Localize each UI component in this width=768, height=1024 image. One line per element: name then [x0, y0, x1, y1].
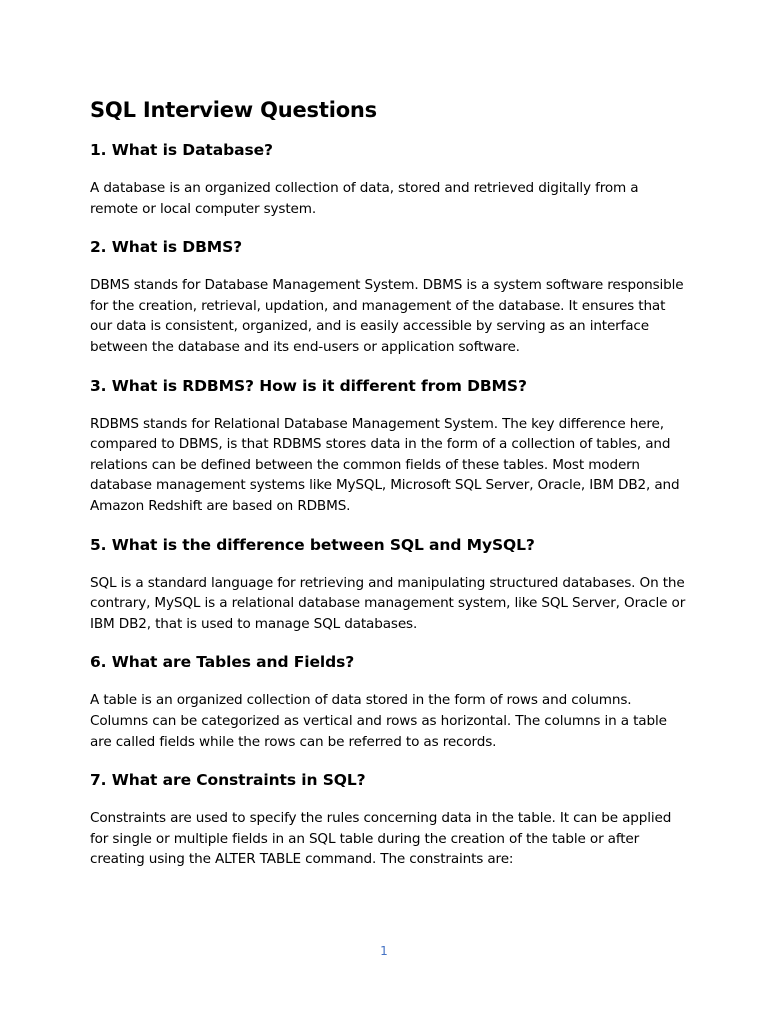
question-heading-1: 1. What is Database?: [90, 141, 273, 159]
answer-paragraph-6: A table is an organized collection of data stored in the form of rows and columns. Columns can be categorized as vertical and rows as horizontal. The columns in a table are called fields while the rows can be referred to as records.: [90, 692, 667, 750]
document-title: SQL Interview Questions: [90, 98, 377, 122]
question-heading-3: 3. What is RDBMS? How is it different from DBMS?: [90, 376, 527, 395]
question-heading-2: 2. What is DBMS?: [90, 238, 243, 257]
answer-paragraph-5: SQL is a standard language for retrieving and manipulating structured databases. On the contrary, MySQL is a relational database management system, like SQL Server, Oracle or IBM DB2, that is used to manage SQL databases.: [90, 574, 686, 632]
document-content: [90, 96, 690, 888]
question-heading-5: 5. What is the difference between SQL and MySQL?: [90, 535, 535, 554]
answer-paragraph-7: Constraints are used to specify the rules concerning data in the table. It can be applied for single or multiple fields in an SQL table during the creation of the table or after creating using the ALTER TABLE command. The constraints are:: [90, 810, 672, 868]
answer-paragraph-3: RDBMS stands for Relational Database Management System. The key difference here, compared to DBMS, is that RDBMS stores data in the form of a collection of tables, and relations can be defined between the common fields of these tables. Most modern database management systems like MySQL, Microsoft SQL Server, Oracle, IBM DB2, and Amazon Redshift are based on RDBMS.: [90, 415, 680, 514]
answer-paragraph-2: DBMS stands for Database Management System. DBMS is a system software responsible for the creation, retrieval, updation, and management of the database. It ensures that our data is consistent, organized, and is easily accessible by serving as an interface between the database and its end-users or application software.: [90, 277, 684, 355]
answer-paragraph-1: A database is an organized collection of data, stored and retrieved digitally from a remote or local computer system.: [90, 180, 639, 217]
page-number: 1: [380, 944, 388, 958]
question-heading-6: 6. What are Tables and Fields?: [90, 653, 355, 672]
question-heading-7: 7. What are Constraints in SQL?: [90, 771, 366, 790]
